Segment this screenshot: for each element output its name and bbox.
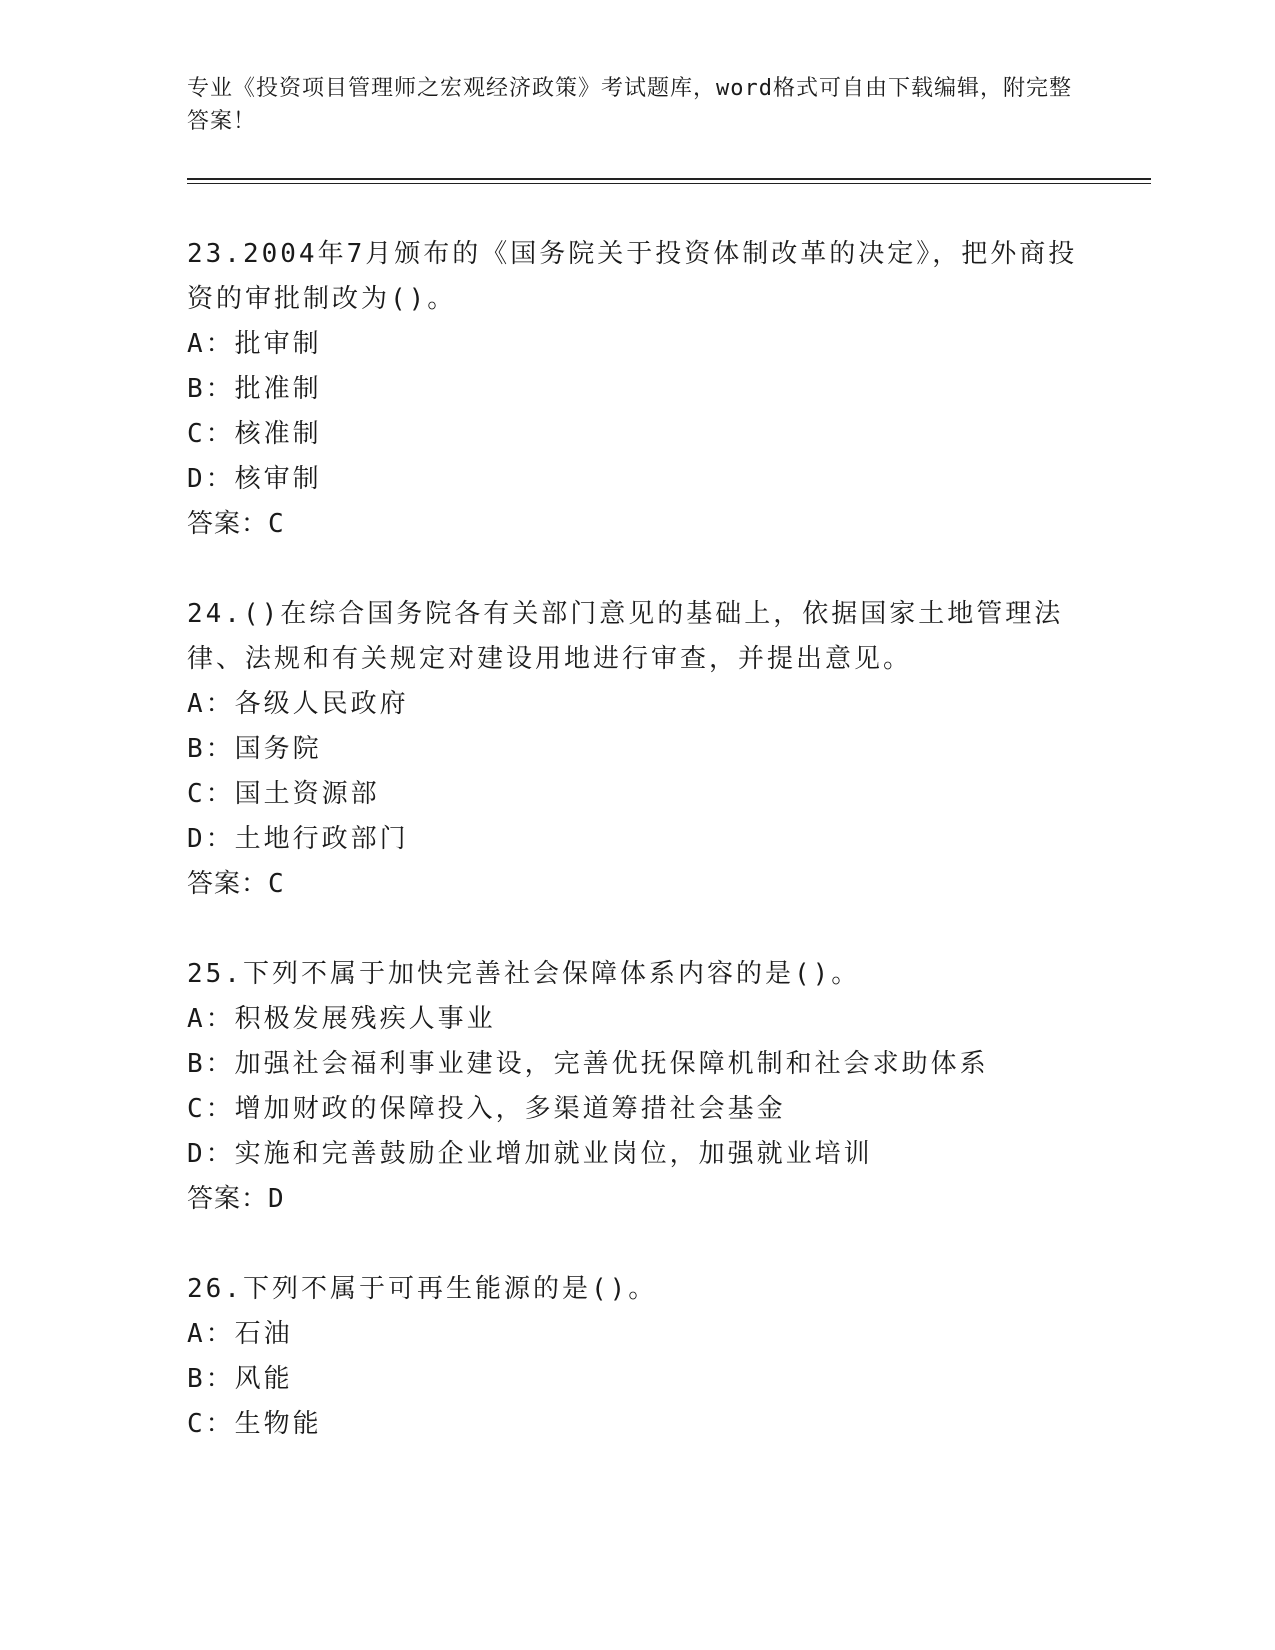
header-rule-thin	[187, 183, 1151, 184]
option-a: A：批审制	[187, 329, 322, 359]
option-c: C：核准制	[187, 419, 322, 449]
question-25	[187, 952, 1087, 1222]
option-d: D：土地行政部门	[187, 824, 409, 854]
header-rule-thick	[187, 178, 1151, 180]
option-a: A：石油	[187, 1319, 293, 1349]
question-24	[187, 592, 1087, 907]
option-d: D：实施和完善鼓励企业增加就业岗位，加强就业培训	[187, 1139, 873, 1169]
option-b: B：风能	[187, 1364, 293, 1394]
option-a: A：积极发展残疾人事业	[187, 1004, 496, 1034]
question-stem: 25.下列不属于加快完善社会保障体系内容的是()。	[187, 959, 861, 989]
option-d: D：核审制	[187, 464, 322, 494]
question-23	[187, 232, 1087, 547]
option-c: C：国土资源部	[187, 779, 380, 809]
question-26	[187, 1267, 1087, 1447]
question-stem: 23.2004年7月颁布的《国务院关于投资体制改革的决定》，把外商投资的审批制改为()。	[187, 239, 1078, 314]
option-b: B：加强社会福利事业建设，完善优抚保障机制和社会求助体系	[187, 1049, 989, 1079]
question-list	[187, 232, 1087, 1492]
answer-line: 答案：C	[187, 509, 285, 539]
option-c: C：生物能	[187, 1409, 322, 1439]
option-a: A：各级人民政府	[187, 689, 409, 719]
document-header: 专业《投资项目管理师之宏观经济政策》考试题库，word格式可自由下载编辑，附完整答案！	[187, 76, 1072, 134]
option-b: B：国务院	[187, 734, 322, 764]
option-b: B：批准制	[187, 374, 322, 404]
answer-line: 答案：D	[187, 1184, 285, 1214]
option-c: C：增加财政的保障投入，多渠道筹措社会基金	[187, 1094, 786, 1124]
answer-line: 答案：C	[187, 869, 285, 899]
question-stem: 26.下列不属于可再生能源的是()。	[187, 1274, 658, 1304]
question-stem: 24.()在综合国务院各有关部门意见的基础上，依据国家土地管理法律、法规和有关规定对建设用地进行审查，并提出意见。	[187, 599, 1064, 674]
